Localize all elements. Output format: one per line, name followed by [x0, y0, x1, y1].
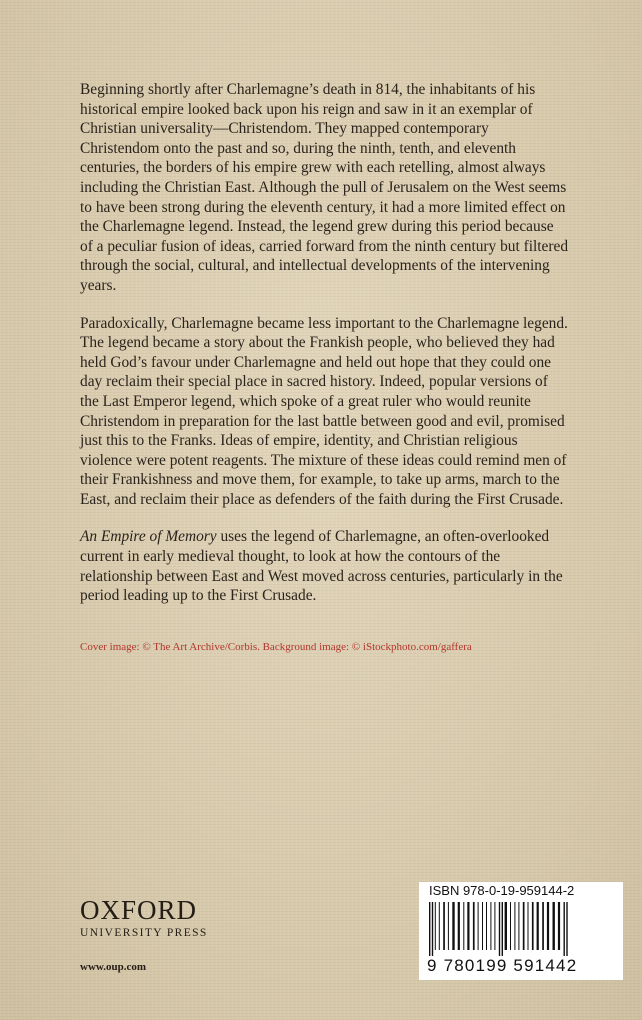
isbn-label: ISBN 978-0-19-959144-2	[429, 883, 575, 898]
barcode-bar	[499, 902, 500, 956]
barcode-bar	[452, 902, 454, 950]
barcode-bar	[482, 902, 483, 950]
barcode-bar	[566, 902, 567, 956]
barcode-bar	[443, 902, 445, 950]
barcode-bar	[494, 902, 495, 950]
barcode-bar	[528, 902, 529, 950]
barcode-bar	[564, 902, 565, 956]
blurb-paragraph-3-text: uses the legend of Charlemagne, an often-overlooked current in early medieval thought, to look at how the contours of the relationship between East and West moved across centuries, particularly in the period leading up to the First Crusade.	[80, 528, 563, 605]
book-title: An Empire of Memory	[80, 528, 217, 546]
barcode-bar	[553, 902, 555, 950]
barcode-bar	[510, 902, 511, 950]
barcode-bar	[478, 902, 479, 950]
barcode-bar	[463, 902, 464, 950]
image-credits: Cover image: © The Art Archive/Corbis. Background image: © iStockphoto.com/gaffera	[80, 641, 472, 653]
publisher-subline: UNIVERSITY PRESS	[80, 927, 208, 939]
barcode-bar	[435, 902, 436, 950]
barcode-bar	[532, 902, 534, 950]
barcode-bars	[427, 902, 617, 956]
isbn-barcode	[419, 882, 623, 980]
barcode-bar	[448, 902, 449, 950]
barcode-bar	[523, 902, 525, 950]
barcode-digits: 9 780199 591442	[427, 956, 578, 975]
publisher-website: www.oup.com	[80, 961, 147, 973]
barcode-bar	[502, 902, 503, 956]
barcode-bar	[432, 902, 433, 956]
barcode-bar	[486, 902, 487, 950]
barcode-bar	[514, 902, 515, 950]
blurb-paragraph-1: Beginning shortly after Charlemagne’s death in 814, the inhabitants of his historical empire looked back upon his reign and saw in it an exemplar of Christian universality—Christendom. They mapped contemporary Christendom onto the past and so, during the ninth, tenth, and eleventh centuries, the borders of his empire grew with each retelling, almost always including the Christian East. Although the pull of Jerusalem on the West seems to have been strong during the eleventh century, it had a more limited effect on the Charlemagne legend. Instead, the legend grew during this period because of a peculiar fusion of ideas, carried forward from the ninth century but filtered through the social, cultural, and intellectual developments of the intervening years.	[80, 81, 569, 294]
back-cover-blurb	[80, 80, 570, 624]
barcode-bar	[537, 902, 539, 950]
barcode-bar	[429, 902, 430, 956]
barcode-bar	[490, 902, 491, 950]
barcode-bar	[558, 902, 560, 950]
barcode-bar	[439, 902, 440, 950]
barcode-bar	[542, 902, 544, 950]
blurb-paragraph-2: Paradoxically, Charlemagne became less important to the Charlemagne legend. The legend became a story about the Frankish people, who believed they had held God’s favour under Charlemagne and held out hope that they could one day reclaim their special place in sacred history. Indeed, popular versions of the Last Emperor legend, which spoke of a great ruler who would reunite Christendom in preparation for the last battle between good and evil, promised just this to the Franks. Ideas of empire, identity, and Christian religious violence were potent reagents. The mixture of these ideas could remind men of their Frankishness and move them, for example, to take up arms, march to the East, and reclaim their place as defenders of the faith during the First Crusade.	[80, 314, 568, 508]
barcode-bar	[467, 902, 469, 950]
barcode-bar	[518, 902, 519, 950]
barcode-bar	[547, 902, 549, 950]
barcode-bar	[458, 902, 460, 950]
blurb-paragraph-3	[80, 527, 570, 605]
publisher-name: OXFORD	[80, 895, 198, 925]
barcode-bar	[505, 902, 507, 950]
publisher-logo	[80, 895, 240, 940]
barcode-bar	[473, 902, 475, 950]
